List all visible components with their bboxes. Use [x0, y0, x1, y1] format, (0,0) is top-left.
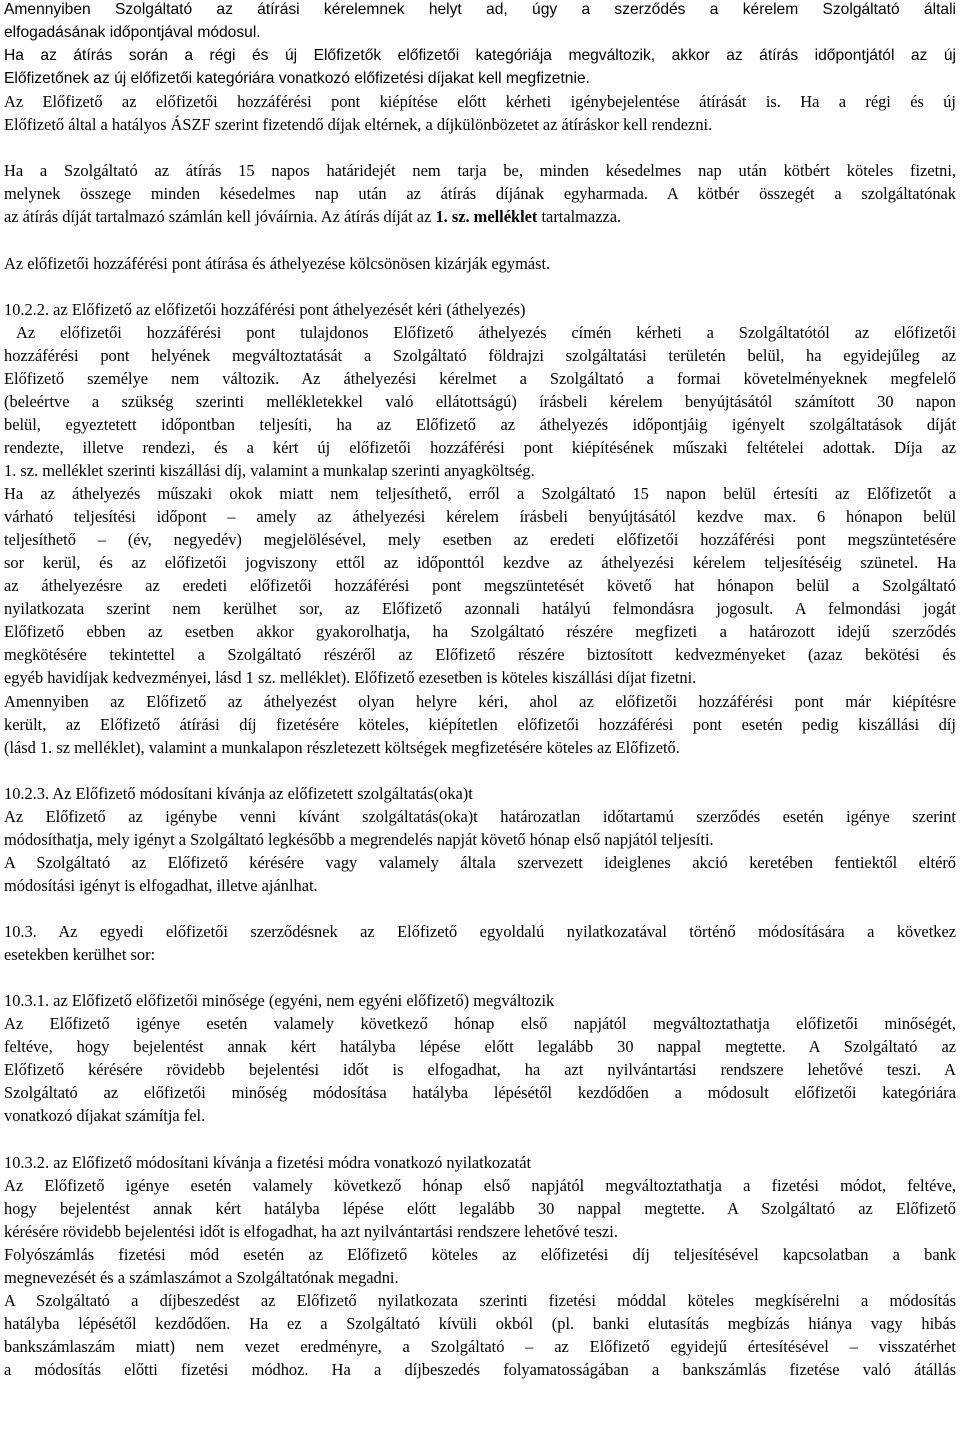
text-line: nyilatkozata szerint nem kerülhet sor, az Előfizető azonnali hatályú felmondásra jogosult. A felmondási jogát	[4, 599, 956, 619]
blank-line	[4, 1127, 956, 1150]
text-line: melynek összege minden késedelmes nap után az átírás díjának egyharmada. A kötbér összegét a szolgáltatónak	[4, 184, 956, 204]
text-line: hozzáférési pont helyének megváltoztatását a Szolgáltató földrajzi szolgáltatási területén belül, ha egyidejűleg az	[4, 345, 956, 365]
text-line: Az Előfizető az igénybe venni kívánt szolgáltatás(oka)t határozatlan időtartamú szerződés esetén igénye szerint	[4, 806, 956, 826]
text-line: 10.2.3. Az Előfizető módosítani kívánja az előfizetett szolgáltatás(oka)t	[4, 783, 473, 803]
text-line: 10.2.2. az Előfizető az előfizetői hozzáférési pont áthelyezését kéri (áthelyezés)	[4, 299, 526, 319]
text-line: (beleértve a szükség szerinti mellékletekkel való ellátottságú) írásbeli kérelem benyújtásától számított 30 napon	[4, 391, 956, 411]
text-line: Amennyiben Szolgáltató az átírási kérelemnek helyt ad, úgy a szerződés a kérelem Szolgáltató általi	[4, 1, 956, 18]
text-line: vonatkozó díjakat számítja fel.	[4, 1106, 206, 1126]
blank-line	[4, 229, 956, 252]
text-line: 10.3.1. az Előfizető előfizetői minősége (egyéni, nem egyéni előfizető) megváltozik	[4, 991, 555, 1011]
text-line: Előfizető ebben az esetben akkor gyakorolhatja, ha Szolgáltató részére megfizeti a határozott idejű szerződés	[4, 622, 956, 642]
text-line: elfogadásának időpontjával módosul.	[4, 24, 261, 42]
text-line: Amennyiben az Előfizető az áthelyezést olyan helyre kéri, ahol az előfizetői hozzáférési pont már kiépítésre	[4, 691, 956, 711]
text-line: az áthelyezésre az eredeti előfizetői hozzáférési pont megszüntetését követő hat hónapon belül a Szolgáltató	[4, 576, 956, 596]
text-line: a módosítás előtti fizetési módhoz. Ha a díjbeszedés folyamatosságában a bankszámlás fizetése való átállás	[4, 1359, 956, 1379]
text-line: Előfizető által a hatályos ÁSZF szerint fizetendő díjak eltérnek, a díjkülönbözetet az átíráskor kell rendezni.	[4, 115, 713, 135]
text-line: Ha az átírás során a régi és új Előfizetők előfizetői kategóriája megváltozik, akkor az átírás időpontjától az új	[4, 47, 956, 65]
text-line: rendezte, illetve rendezi, és a kért új előfizetői hozzáférési pont kiépítésének műszaki feltételei adottak. Díja az	[4, 437, 956, 457]
text-line: Az Előfizető igénye esetén valamely következő hónap első napjától megváltoztathatja a fizetési módot, feltéve,	[4, 1175, 956, 1195]
text-line: Előfizető kérésére rövidebb bejelentési időt is elfogadhat, ha azt nyilvántartási rendszere lehetővé teszi. A	[4, 1060, 956, 1080]
text-line: esetekben kerülhet sor:	[4, 945, 156, 965]
text-line: megkötésére tekintettel a Szolgáltató részéről az Előfizető részére biztosított kedvezményeket (azaz bekötési és	[4, 645, 956, 665]
text-line: A Szolgáltató az Előfizető kérésére vagy valamely általa szervezett ideiglenes akció keretében fentiektől eltérő	[4, 852, 956, 872]
text-line: Folyószámlás fizetési mód esetén az Előfizető köteles az előfizetési díj teljesítésével kapcsolatban a bank	[4, 1244, 956, 1264]
text-line: kérésére rövidebb bejelentési időt is elfogadhat, ha azt nyilvántartási rendszere lehetővé teszi.	[4, 1221, 618, 1241]
text-line: sor kerül, és az előfizetői jogviszony ettől az időponttól kezdve az áthelyezési kérelem teljesítéséig szünetel. Ha	[4, 553, 956, 573]
text-line: Szolgáltató az előfizetői minőség módosítása hatályba lépésétől kezdődően a módosult előfizetői kategóriára	[4, 1083, 956, 1103]
text-line: egyéb havidíjak kedvezményei, lásd 1 sz. melléklet). Előfizető ezesetben is köteles kiszállási díjat fizetni.	[4, 668, 697, 688]
blank-line	[4, 966, 956, 989]
blank-line	[4, 897, 956, 920]
blank-line	[4, 275, 956, 298]
text-line: Az Előfizető az előfizetői hozzáférési pont kiépítése előtt kérheti igénybejelentése átírását is. Ha a régi és új	[4, 92, 956, 112]
text-line: feltéve, hogy bejelentést annak kért hatályba lépése előtt legalább 30 nappal megtette. A Szolgáltató az	[4, 1037, 956, 1057]
text-line: belül, egyeztetett időpontban teljesíti, ha az Előfizető az áthelyezés időpontjáig igényelt szolgáltatások díját	[4, 414, 956, 434]
text-line: Előfizetőnek az új előfizetői kategóriára vonatkozó előfizetési díjakat kell megfizetnie.	[4, 70, 590, 88]
text-line: megnevezését és a számlaszámot a Szolgáltatónak megadni.	[4, 1267, 399, 1287]
text-line: Az előfizetői hozzáférési pont átírása és áthelyezése kölcsönösen kizárják egymást.	[4, 253, 551, 273]
text-line: Előfizető személye nem változik. Az áthelyezési kérelmet a Szolgáltató a formai követelményeknek megfelelő	[4, 368, 956, 388]
text-line: A Szolgáltató a díjbeszedést az Előfizető nyilatkozata szerinti fizetési móddal köteles megkísérelni a módosítás	[4, 1290, 956, 1310]
text-line: módosítási igényt is elfogadhat, illetve ajánlhat.	[4, 875, 318, 895]
text-line: hatályba lépésétől kezdődően. Ha ez a Szolgáltató kívüli okból (pl. banki elutasítás megbízás hiánya vagy hibás	[4, 1313, 956, 1333]
text-line: az átírás díját tartalmazó számlán kell jóváírnia. Az átírás díját az 1. sz. melléklet tartalmazza.	[4, 207, 622, 227]
text-line: Az előfizetői hozzáférési pont tulajdonos Előfizető áthelyezés címén kérheti a Szolgáltatótól az előfizetői	[16, 322, 956, 342]
text-line: 10.3.2. az Előfizető módosítani kívánja a fizetési módra vonatkozó nyilatkozatát	[4, 1152, 532, 1172]
text-line: 10.3. Az egyedi előfizetői szerződésnek az Előfizető egyoldalú nyilatkozatával történő módosítására a következ	[4, 922, 956, 941]
blank-line	[4, 759, 956, 782]
text-line: teljesíthető – (év, negyedév) megjelölésével, mely esetben az eredeti előfizetői hozzáférési pont megszüntetésére	[4, 530, 956, 550]
text-line: várható teljesítési időpont – amely az áthelyezési kérelem írásbeli benyújtásától kezdve max. 6 hónapon belül	[4, 507, 956, 527]
text-line: került, az Előfizető átírási díj fizetésére köteles, kiépítetlen előfizetői hozzáférési pont esetén pedig kiszállási díj	[4, 714, 956, 734]
blank-line	[4, 136, 956, 159]
text-line: Ha az áthelyezés műszaki okok miatt nem teljesíthető, erről a Szolgáltató 15 napon belül értesíti az Előfizetőt a	[4, 484, 956, 504]
text-line: bankszámlaszám miatt) nem vezet eredményre, a Szolgáltató – az Előfizető egyidejű értesítésével – visszatérhet	[4, 1336, 956, 1356]
text-line: 1. sz. melléklet szerinti kiszállási díj, valamint a munkalap szerinti anyagköltség.	[4, 461, 535, 480]
text-line: hogy bejelentést annak kért hatályba lépése előtt legalább 30 nappal megtette. A Szolgáltató az Előfizető	[4, 1198, 956, 1218]
text-line: Az Előfizető igénye esetén valamely következő hónap első napjától megváltoztathatja előfizetői minőségét,	[4, 1014, 956, 1034]
text-line: módosíthatja, mely igényt a Szolgáltató legkésőbb a megrendelés napját követő hónap első napjától teljesíti.	[4, 829, 714, 849]
text-line: Ha a Szolgáltató az átírás 15 napos határidejét nem tarja be, minden késedelmes nap után kötbért köteles fizetni,	[4, 161, 956, 181]
text-line: (lásd 1. sz melléklet), valamint a munkalapon részletezett költségek megfizetésére köteles az Előfizető.	[4, 737, 680, 757]
